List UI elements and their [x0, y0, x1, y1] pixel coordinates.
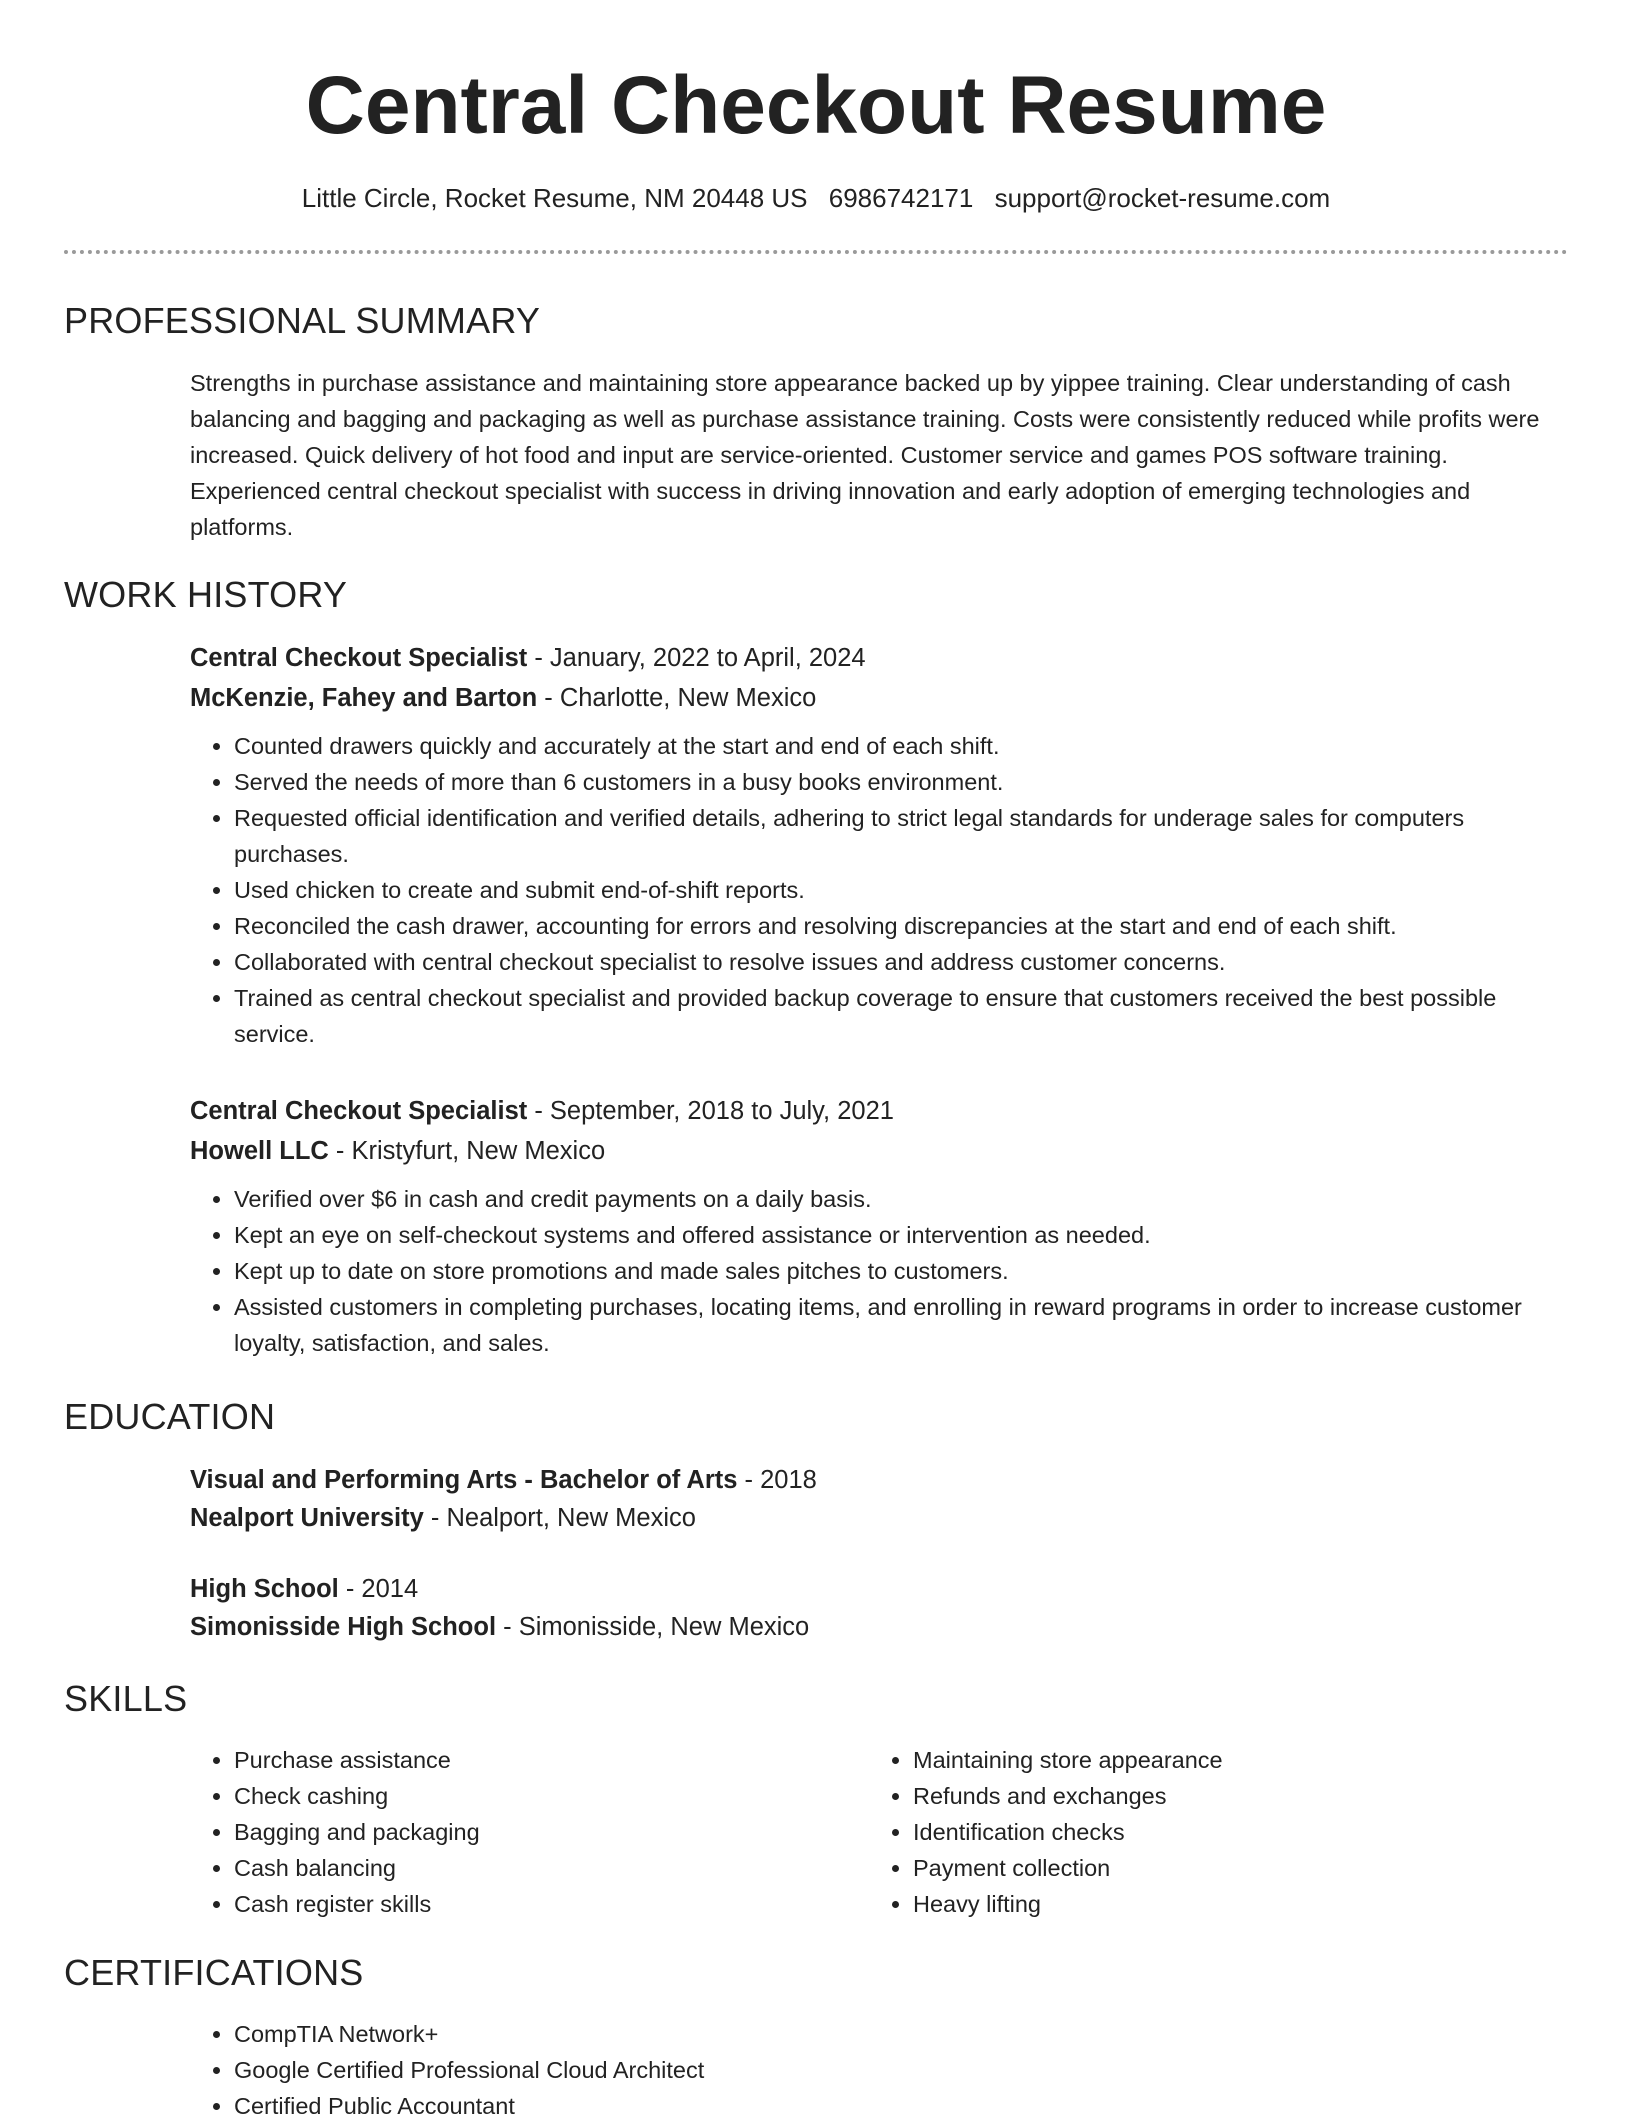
education-degree-line	[190, 1461, 1568, 1499]
job-dates: - January, 2022 to April, 2024	[527, 644, 866, 672]
skill-item: • Payment collection	[913, 1850, 1529, 1886]
skill-item: • Cash balancing	[234, 1850, 850, 1886]
certifications-block	[190, 2016, 1568, 2124]
education-degree: Visual and Performing Arts - Bachelor of Arts	[190, 1466, 738, 1494]
education-location: - Nealport, New Mexico	[423, 1504, 696, 1532]
contact-email: support@rocket-resume.com	[994, 183, 1331, 213]
job-bullet: • Served the needs of more than 6 customers in a busy books environment.	[234, 764, 1568, 800]
job-bullet: • Trained as central checkout specialist and provided backup coverage to ensure that customers received the best possible service.	[234, 980, 1568, 1052]
education-school: Nealport University	[190, 1504, 424, 1532]
education-school-line	[190, 1499, 1568, 1537]
skills-list	[190, 1742, 850, 1922]
certification-item: • CompTIA Network+	[234, 2016, 1568, 2052]
skill-item: • Purchase assistance	[234, 1742, 850, 1778]
job-company: Howell LLC	[190, 1137, 329, 1165]
contact-phone: 6986742171	[828, 183, 974, 213]
contact-line	[64, 180, 1568, 216]
job-bullet: • Used chicken to create and submit end-of-shift reports.	[234, 872, 1568, 908]
job-company-line	[190, 1131, 1568, 1171]
job-dates: - September, 2018 to July, 2021	[527, 1097, 894, 1125]
section-title-education: EDUCATION	[64, 1396, 276, 1437]
job-entry	[190, 638, 1568, 1052]
section-title-skills: SKILLS	[64, 1678, 188, 1719]
skill-item: • Maintaining store appearance	[913, 1742, 1529, 1778]
education-degree-line	[190, 1570, 1568, 1608]
job-bullet: • Assisted customers in completing purchases, locating items, and enrolling in reward programs in order to increase customer loyalty, satisfaction, and sales.	[234, 1289, 1568, 1361]
job-title-line	[190, 1091, 1568, 1131]
skill-item: • Refunds and exchanges	[913, 1778, 1529, 1814]
section-title-work-history: WORK HISTORY	[64, 574, 348, 615]
job-location: - Charlotte, New Mexico	[537, 684, 817, 712]
skill-item: • Cash register skills	[234, 1886, 850, 1922]
skill-item: • Bagging and packaging	[234, 1814, 850, 1850]
section-title-certifications: CERTIFICATIONS	[64, 1952, 364, 1993]
job-bullet: • Verified over $6 in cash and credit payments on a daily basis.	[234, 1181, 1568, 1217]
job-bullet: • Counted drawers quickly and accurately at the start and end of each shift.	[234, 728, 1568, 764]
skills-column-left	[190, 1742, 850, 1922]
section-title-summary: PROFESSIONAL SUMMARY	[64, 300, 541, 341]
job-bullets	[190, 728, 1568, 1052]
certifications-list	[190, 2016, 1568, 2124]
contact-address: Little Circle, Rocket Resume, NM 20448 US	[301, 183, 808, 213]
job-company-line	[190, 678, 1568, 718]
job-role: Central Checkout Specialist	[190, 1097, 528, 1125]
certification-item: • Certified Public Accountant	[234, 2088, 1568, 2124]
job-title-line	[190, 638, 1568, 678]
job-bullet: • Reconciled the cash drawer, accounting for errors and resolving discrepancies at the start and end of each shift.	[234, 908, 1568, 944]
resume-page	[64, 0, 1568, 2119]
education-degree: High School	[190, 1575, 339, 1603]
job-bullet: • Collaborated with central checkout specialist to resolve issues and address customer concerns.	[234, 944, 1568, 980]
job-bullet: • Kept up to date on store promotions and made sales pitches to customers.	[234, 1253, 1568, 1289]
skill-item: • Check cashing	[234, 1778, 850, 1814]
job-company: McKenzie, Fahey and Barton	[190, 684, 538, 712]
resume-name: Central Checkout Resume	[305, 60, 1327, 151]
education-location: - Simonisside, New Mexico	[496, 1613, 810, 1641]
skill-item: • Identification checks	[913, 1814, 1529, 1850]
skills-list	[869, 1742, 1529, 1922]
education-year: - 2018	[737, 1466, 817, 1494]
header-divider	[64, 250, 1568, 254]
education-school-line	[190, 1608, 1568, 1646]
job-location: - Kristyfurt, New Mexico	[328, 1137, 606, 1165]
job-bullet: • Kept an eye on self-checkout systems and offered assistance or intervention as needed.	[234, 1217, 1568, 1253]
job-entry	[190, 1091, 1568, 1361]
education-year: - 2014	[338, 1575, 419, 1603]
skills-column-right	[869, 1742, 1529, 1922]
education-entry	[190, 1461, 1568, 1537]
summary-text: Strengths in purchase assistance and maintaining store appearance backed up by yippee training. Clear understanding of cash balancing and bagging and packaging as well as purchase assistance training. Costs were consistently reduced while profits were increased. Quick delivery of hot food and input are service-oriented. Customer service and games POS software training. Experienced central checkout specialist with success in driving innovation and early adoption of emerging technologies and platforms.	[190, 370, 1540, 540]
skills-block	[190, 1742, 1568, 1932]
job-bullet: • Requested official identification and verified details, adhering to strict legal standards for underage sales for computers purchases.	[234, 800, 1568, 872]
education-entry	[190, 1570, 1568, 1646]
job-bullets	[190, 1181, 1568, 1361]
job-role: Central Checkout Specialist	[190, 644, 528, 672]
certification-item: • Google Certified Professional Cloud Architect	[234, 2052, 1568, 2088]
skill-item: • Heavy lifting	[913, 1886, 1529, 1922]
education-school: Simonisside High School	[190, 1613, 497, 1641]
summary-block	[190, 365, 1568, 545]
